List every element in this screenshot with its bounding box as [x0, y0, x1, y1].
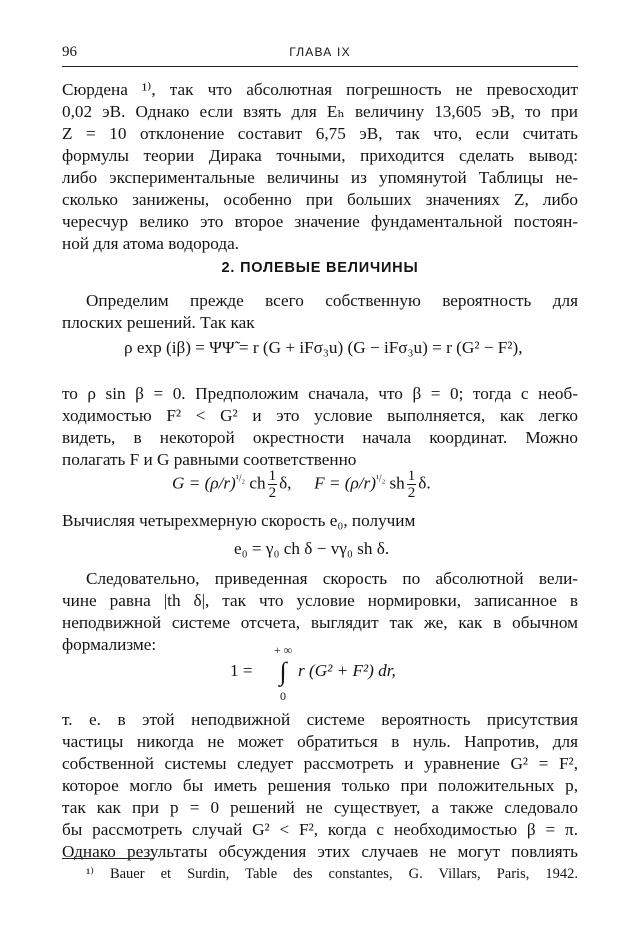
text-line: ходимостью F² < G² и это условие выполняется, как легко	[62, 406, 578, 425]
text-line: формулы теории Дирака точными, приходится сделать вывод:	[62, 146, 578, 165]
eq-half-exponent: ¹/₂	[235, 473, 246, 485]
text-line: формализме:	[62, 635, 157, 654]
text-line: которое могло бы иметь решения только при положительных p,	[62, 776, 578, 795]
equation-density: ρ exp (iβ) = ΨΨ̃ = r (G + iFσ₃u) (G − iFσ₃u) = r (G² − F²),	[124, 338, 523, 357]
text-line: Следовательно, приведенная скорость по абсолютной вели-	[86, 569, 578, 588]
text-line: 0,02 эВ. Однако если взять для Eₕ величину 13,605 эВ, то при	[62, 102, 578, 121]
footnote-rule	[62, 858, 154, 859]
text-line: то ρ sin β = 0. Предположим сначала, что β = 0; тогда с необ-	[62, 384, 578, 403]
running-header	[62, 44, 578, 60]
text-line: видеть, в некоторой окрестности начала координат. Можно	[62, 428, 578, 447]
text-line: чересчур велико это второе значение фундаментальной постоян-	[62, 212, 578, 231]
integral-sign	[268, 643, 298, 705]
page-number: 96	[62, 44, 77, 60]
equation-g-f	[172, 468, 431, 501]
text-line: либо экспериментальные величины из упомянутой Таблицы не-	[62, 168, 578, 187]
text-line: т. е. в этой неподвижной системе вероятность присутствия	[62, 710, 578, 729]
eq-fraction: $\frac{1}{2}$	[268, 468, 277, 501]
text-line: частицы никогда не может обратиться в нуль. Напротив, для	[62, 732, 578, 751]
text-line: Определим прежде всего собственную вероятность для	[86, 291, 578, 310]
text-line: ной для атома водорода.	[62, 234, 240, 253]
text-line: чине равна |th δ|, так что условие нормировки, записанное в	[62, 591, 578, 610]
text-line: Вычисляя четырехмерную скорость e₀, получим	[62, 511, 416, 530]
eq-half-exponent: ¹/₂	[375, 473, 386, 485]
integral-symbol: ∫	[279, 657, 287, 686]
text-line: Сюрдена ¹⁾, так что абсолютная погрешность не превосходит	[62, 80, 578, 99]
header-rule	[62, 66, 578, 67]
footnote: ¹⁾ Bauer et Surdin, Table des constantes, G. Villars, Paris, 1942.	[86, 866, 578, 882]
eq-delta: δ.	[418, 473, 431, 493]
chapter-title: ГЛАВА IX	[289, 45, 351, 59]
text-line: Однако результаты обсуждения этих случаев не могут повлиять	[62, 842, 578, 861]
text-line: бы рассмотреть случай G² < F², когда с необходимостью β = π.	[62, 820, 578, 839]
integral-lower-limit: 0	[280, 689, 286, 703]
text-line: плоских решений. Так как	[62, 313, 255, 332]
text-line: сколько занижены, особенно при больших значениях Z, либо	[62, 190, 578, 209]
integrand: r (G² + F²) dr,	[298, 661, 396, 680]
eq-f-lhs: F = (ρ/r)	[314, 473, 376, 493]
text-line: Z = 10 отклонение составит 6,75 эВ, так что, если считать	[62, 124, 578, 143]
eq-delta: δ,	[279, 473, 292, 493]
text-line: неподвижной системе отсчета, выглядит так же, как в обычном	[62, 613, 578, 632]
text-line: полагать F и G равными соответственно	[62, 450, 357, 469]
eq-sh: sh	[389, 473, 405, 493]
eq-lhs: 1 =	[230, 661, 253, 680]
eq-ch: ch	[249, 473, 266, 493]
book-page	[62, 0, 578, 945]
section-heading: 2. ПОЛЕВЫЕ ВЕЛИЧИНЫ	[221, 260, 419, 276]
text-line: так как при p = 0 решений не существует, а также следовало	[62, 798, 578, 817]
eq-fraction: $\frac{1}{2}$	[407, 468, 416, 501]
eq-g-lhs: G = (ρ/r)	[172, 473, 236, 493]
equation-velocity: e₀ = γ₀ ch δ − vγ₀ sh δ.	[234, 539, 390, 558]
text-line: собственной системы следует рассмотреть и уравнение G² = F²,	[62, 754, 578, 773]
integral-upper-limit: + ∞	[273, 643, 293, 657]
